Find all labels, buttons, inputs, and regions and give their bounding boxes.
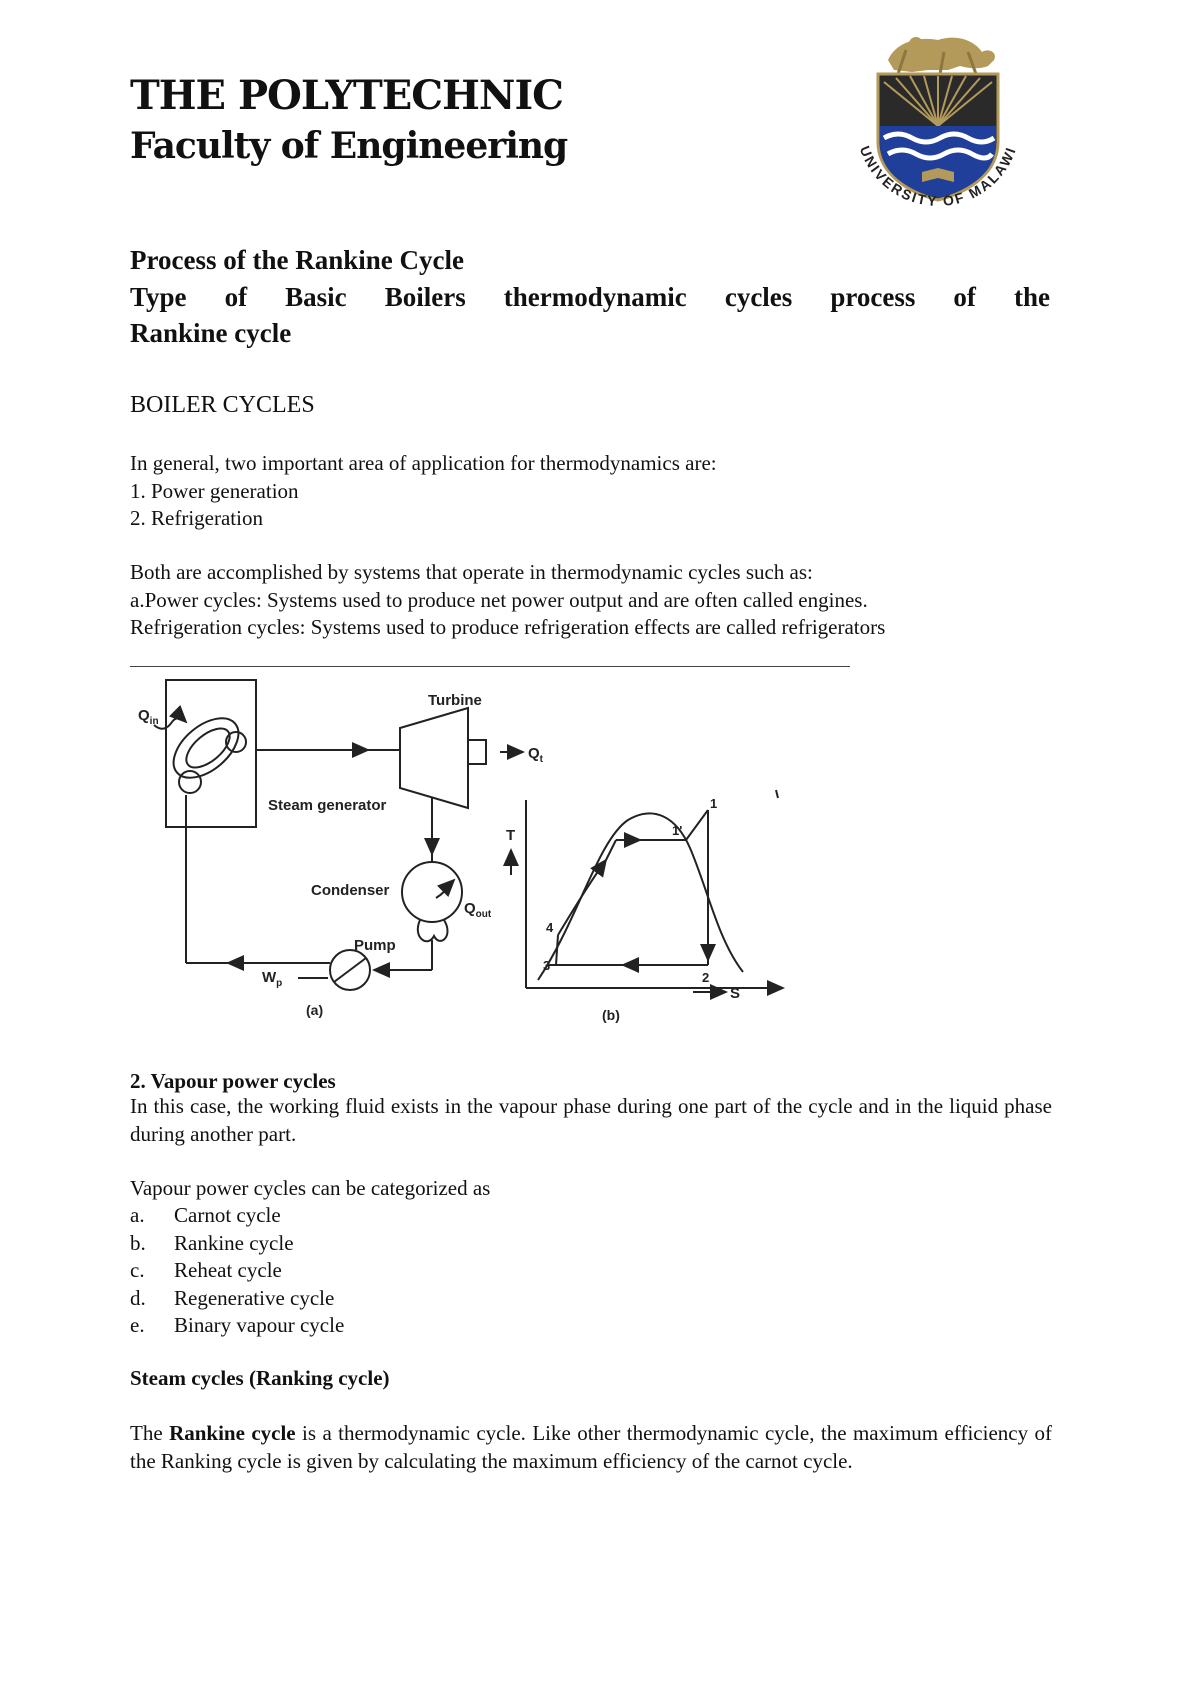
s-axis-label: S [730,985,741,1002]
section-title-1: Process of the Rankine Cycle [130,245,464,275]
point-1-label: 1 [710,796,718,811]
cycles-line-1: Both are accomplished by systems that operate in thermodynamic cycles such as: [130,560,813,584]
pump-label: Pump [354,937,396,954]
point-1prime-label: 1' [672,823,683,838]
divider [130,666,850,667]
list-marker: a. [130,1203,145,1227]
condenser-label: Condenser [311,882,390,899]
vapour-heading: 2. Vapour power cycles [130,1069,336,1093]
qout-label: $Q_{out}$ [464,900,492,920]
list-marker: d. [130,1285,146,1310]
rankine-cycle-diagram [128,670,863,1035]
intro-paragraph [130,450,1050,533]
list-item [130,1312,344,1340]
condenser-shape [402,862,462,922]
vapour-paragraph: In this case, the working fluid exists in the vapour phase during one part of the cycle and in the liquid phase during another part. [130,1094,1052,1146]
list-marker: b. [130,1230,146,1255]
steam-cycles-heading: Steam cycles (Ranking cycle) [130,1366,390,1390]
point-2-label: 2 [702,970,710,985]
steam-generator-label: Steam generator [268,797,387,814]
intro-item-power: 1. Power generation [130,478,299,503]
cycles-paragraph [130,559,1070,642]
wp-label: $W_p$ [262,969,283,989]
list-item [130,1202,344,1230]
section-title-2: Type of Basic Boilers thermodynamic cycles process of the [130,282,1050,312]
list-label: Carnot cycle [174,1203,281,1227]
point-4-label: 4 [546,920,554,935]
list-item [130,1285,344,1313]
turbine-label: Turbine [428,692,482,709]
intro-line: In general, two important area of application for thermodynamics are: [130,451,717,475]
rankine-text-post: is a thermodynamic cycle. Like other thermodynamic cycle, the maximum efficiency of the Ranking cycle is given by calculating the maximum efficiency of the carnot cycle. [130,1421,1052,1473]
list-label: Binary vapour cycle [174,1313,345,1337]
categories-list [130,1202,344,1340]
rankine-term: Rankine cycle [169,1421,296,1445]
rankine-text-pre: The [130,1421,170,1445]
point-3-label: 3 [543,958,551,973]
list-item [130,1230,344,1258]
t-axis-label: T [506,827,516,844]
university-logo [848,22,1028,222]
list-marker: c. [130,1258,145,1282]
rankine-paragraph [130,1420,1052,1475]
saturation-dome [538,813,743,980]
list-marker: e. [130,1313,145,1337]
list-label: Rankine cycle [174,1230,294,1255]
section-title-3: Rankine cycle [130,318,292,348]
institution-title: THE POLYTECHNIC [130,72,564,119]
intro-item-refrigeration: 2. Refrigeration [130,506,263,530]
qin-label: $Q_{in}$ [138,707,159,727]
caption-a: (a) [306,1002,324,1018]
list-label: Regenerative cycle [174,1285,335,1310]
faculty-title: Faculty of Engineering [130,125,568,167]
caption-b: (b) [602,1007,620,1023]
qt-label: $Q_t$ [528,745,544,765]
list-label: Reheat cycle [174,1258,282,1282]
categories-intro: Vapour power cycles can be categorized as [130,1176,491,1200]
boiler-cycles-heading: BOILER CYCLES [130,392,315,418]
list-item [130,1257,344,1285]
steam-generator-box [166,680,256,827]
turbine-shape [400,708,468,808]
logo-ring-text: UNIVERSITY OF MALAWI [856,143,1020,210]
cycles-line-2: a.Power cycles: Systems used to produce net power output and are often called engines. [130,587,868,612]
cycles-line-3: Refrigeration cycles: Systems used to produce refrigeration effects are called refrigerators [130,615,886,639]
